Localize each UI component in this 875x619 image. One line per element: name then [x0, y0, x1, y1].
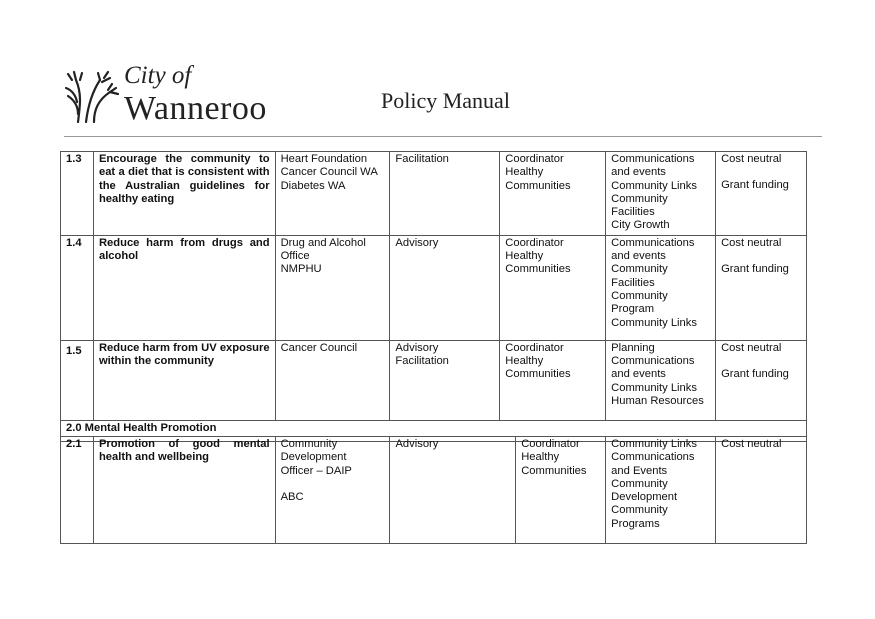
cell-line: and events: [611, 166, 666, 179]
cell-line: Cost neutral: [721, 438, 782, 450]
cell-line: Advisory: [395, 341, 439, 354]
table-row: [61, 437, 807, 544]
cell-line: Facilitation: [395, 153, 449, 165]
cell-line: Officer – DAIP: [280, 464, 352, 477]
item-number: 2.1: [61, 437, 94, 544]
cost-cell: [716, 235, 807, 340]
cell-line: Planning: [611, 341, 655, 354]
policy-table: [60, 151, 807, 442]
partners-cell: [275, 235, 390, 340]
objective-cell: Reduce harm from drugs and alcohol: [93, 235, 275, 340]
city-logo: [64, 62, 294, 126]
partners-cell: [275, 152, 390, 236]
cost-cell: [716, 152, 807, 236]
cell-line: Coordinator: [505, 341, 564, 354]
cell-line: Communities: [521, 464, 587, 477]
cell-line: Human Resources: [611, 394, 704, 407]
cell-line: Coordinator: [505, 236, 564, 249]
logo-city-of: City of: [124, 62, 192, 89]
role-cell: [390, 340, 500, 420]
support-cell: [606, 340, 716, 420]
cell-line: Community: [611, 504, 668, 517]
cell-line: Coordinator: [505, 153, 564, 165]
lead-cell: [500, 235, 606, 340]
cell-line: Drug and Alcohol: [280, 236, 366, 249]
cell-line: and Events: [611, 464, 668, 477]
objective-cell: Encourage the community to eat a diet that is consistent with the Australian guidelines for healthy eating: [93, 152, 275, 236]
cell-line: Cancer Council WA: [280, 166, 378, 179]
cell-line: Coordinator: [521, 438, 580, 450]
role-cell: [390, 152, 500, 236]
cell-line: Healthy: [505, 355, 544, 368]
cell-line: Communications: [611, 236, 695, 249]
cell-line: Facilitation: [395, 355, 449, 368]
cell-line: Advisory: [395, 438, 439, 450]
support-cell: [606, 235, 716, 340]
cell-line: Office: [280, 250, 310, 263]
cell-line: City Growth: [611, 219, 670, 232]
cost-cell: [716, 437, 807, 544]
partners-cell: [275, 340, 390, 420]
cell-line: Facilities: [611, 276, 655, 289]
section-heading: 2.0 Mental Health Promotion: [61, 420, 807, 441]
cell-line: Cost neutral: [721, 341, 782, 354]
objective-cell: Reduce harm from UV exposure within the community: [93, 340, 275, 420]
cell-line: Cancer Council: [280, 341, 358, 354]
partners-cell: [275, 437, 390, 544]
cell-line: Healthy: [505, 250, 544, 263]
header-divider: [64, 136, 822, 137]
cell-line: Cost neutral: [721, 153, 782, 165]
support-cell: [606, 152, 716, 236]
cell-line: Program: [611, 303, 655, 316]
cell-line: Community Links: [611, 381, 697, 394]
cell-line: ABC: [280, 490, 304, 503]
role-cell: [390, 235, 500, 340]
table-row: [61, 340, 807, 420]
cell-line: Healthy: [521, 451, 560, 464]
cell-line: Community: [611, 289, 668, 302]
cell-line: Communications: [611, 355, 695, 368]
cell-line: Heart Foundation: [280, 153, 368, 165]
cell-line: Communities: [505, 368, 571, 381]
objective-cell: Promotion of good mental health and wellbeing: [93, 437, 275, 544]
cell-line: Grant funding: [721, 179, 789, 192]
lead-cell: [500, 340, 606, 420]
cell-line: Diabetes WA: [280, 179, 346, 192]
cell-line: Communities: [505, 179, 571, 192]
cost-cell: [716, 340, 807, 420]
table-row: [61, 152, 807, 236]
cell-line: Community Links: [611, 179, 697, 192]
document-title: Policy Manual: [381, 88, 510, 113]
cell-line: Communications: [611, 153, 695, 165]
table-row: [61, 235, 807, 340]
cell-line: Grant funding: [721, 263, 789, 276]
cell-line: Community: [611, 477, 668, 490]
cell-line: and events: [611, 368, 666, 381]
policy-table-mental-health: [60, 436, 807, 544]
cell-line: Advisory: [395, 236, 439, 249]
blank-line: [721, 250, 801, 263]
lead-cell: [500, 152, 606, 236]
cell-line: Community: [280, 438, 338, 450]
cell-line: Facilities: [611, 206, 655, 219]
cell-line: Grant funding: [721, 368, 789, 381]
cell-line: Development: [280, 451, 347, 464]
cell-line: and events: [611, 250, 666, 263]
cell-line: Community: [611, 263, 668, 276]
item-number: 1.5: [61, 340, 94, 420]
cell-line: Cost neutral: [721, 236, 782, 249]
cell-line: Community: [611, 192, 668, 205]
cell-line: NMPHU: [280, 263, 322, 276]
blank-line: [281, 478, 385, 491]
cell-line: Communications: [611, 451, 695, 464]
lead-cell: [516, 437, 606, 544]
cell-line: Community Links: [611, 438, 697, 450]
logo-wanneroo: Wanneroo: [124, 90, 267, 127]
kangaroo-paw-icon: [64, 66, 120, 124]
blank-line: [721, 355, 801, 368]
role-cell: [390, 437, 516, 544]
item-number: 1.3: [61, 152, 94, 236]
cell-line: Programs: [611, 517, 660, 530]
cell-line: Development: [611, 491, 678, 504]
cell-line: Healthy: [505, 166, 544, 179]
cell-line: Community Links: [611, 316, 697, 329]
cell-line: Communities: [505, 263, 571, 276]
support-cell: [606, 437, 716, 544]
blank-line: [721, 166, 801, 179]
item-number: 1.4: [61, 235, 94, 340]
